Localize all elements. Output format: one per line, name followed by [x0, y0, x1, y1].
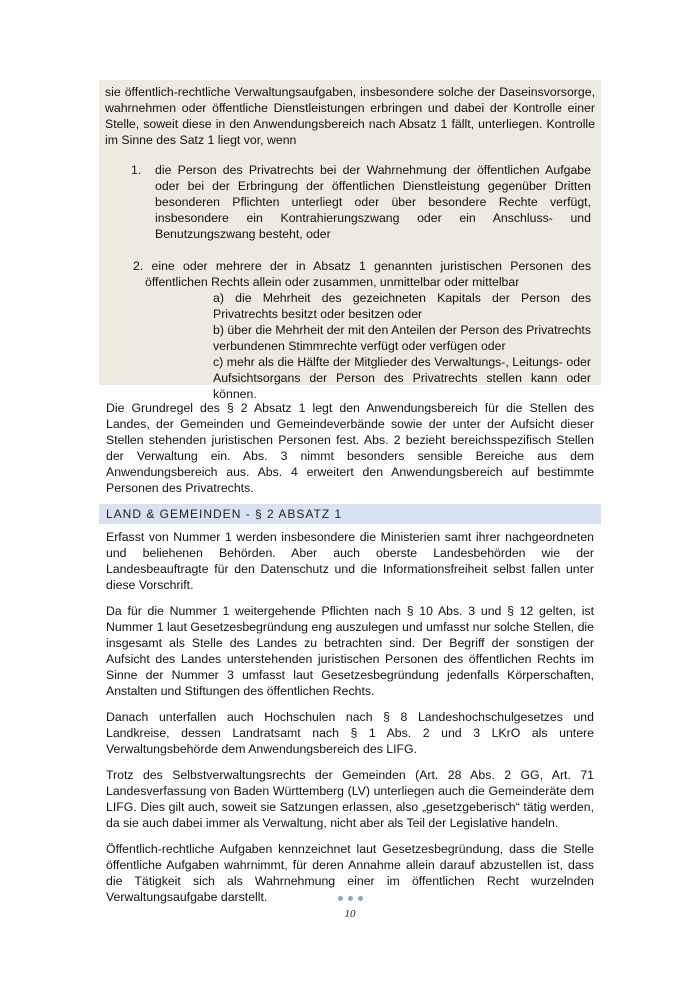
- list-item-text: 2. eine oder mehrere der in Absatz 1 genannten juristischen Personen des öffentlichen Rechts allein oder zusammen, unmittelbar oder mittelbar: [133, 259, 591, 289]
- paragraph: Da für die Nummer 1 weitergehende Pflichten nach § 10 Abs. 3 und § 12 gelten, ist Nummer 1 laut Gesetzesbegründung eng auszulegen und umfasst nur solche Stellen, die insgesamt als Stelle des Landes zu betrachten sind. Der Begriff der sonstigen der Aufsicht des Landes unterstehenden juristischen Personen des öffentlichen Rechts im Sinne der Nummer 3 umfasst laut Gesetzesbegründung jedenfalls Körperschaften, Anstalten und Stiftungen des öffentlichen Rechts.: [106, 604, 594, 698]
- intro-paragraph: Die Grundregel des § 2 Absatz 1 legt den Anwendungsbereich für die Stellen des Landes, der Gemeinden und Gemeindeverbände sowie der unter der Aufsicht dieser Stellen stehenden juristischen Personen fest. Abs. 2 bezieht bereichsspezifisch Stellen der Verwaltung ein. Abs. 3 nimmt besonders sensible Bereiche aus dem Anwendungsbereich aus. Abs. 4 erweitert den Anwendungsbereich auf bestimmte Personen des Privatrechts.: [106, 401, 594, 495]
- page-number: 10: [344, 908, 356, 920]
- sub-item-a: a) die Mehrheit des gezeichneten Kapitals der Person des Privatrechts besitzt oder besitzen oder: [213, 291, 591, 321]
- sub-list: [213, 290, 595, 402]
- quoted-law-box: [99, 80, 601, 401]
- section-heading: LAND & GEMEINDEN - § 2 ABSATZ 1: [99, 504, 601, 524]
- quote-list-item-1: [105, 162, 595, 242]
- sub-item-c: c) mehr als die Hälfte der Mitglieder des Verwaltungs-, Leitungs- oder Aufsichtsorgans der Person des Privatrechts stellen kann oder können.: [213, 355, 591, 401]
- list-number: 1.: [131, 163, 142, 177]
- footer-dots-icon: [338, 896, 363, 901]
- sub-item-b: b) über die Mehrheit der mit den Anteilen der Person des Privatrechts verbundenen Stimmrechte verfügt oder verfügen oder: [213, 323, 591, 353]
- paragraph: Erfasst von Nummer 1 werden insbesondere die Ministerien samt ihrer nachgeordneten und beliehenen Behörden. Aber auch oberste Landesbehörden wie der Landesbeauftragte für den Datenschutz und die Informationsfreiheit selbst fallen unter diese Vorschrift.: [106, 530, 594, 592]
- intro-section: [106, 400, 594, 506]
- list-item-text: die Person des Privatrechts bei der Wahrnehmung der öffentlichen Aufgabe oder bei der Erbringung der öffentlichen Dienstleistung gegenüber Dritten besonderen Pflichten unterliegt oder über besondere Rechte verfügt, insbesondere ein Kontrahierungszwang oder ein Anschluss- und Benutzungszwang besteht, oder: [155, 163, 591, 241]
- paragraph: Trotz des Selbstverwaltungsrechts der Gemeinden (Art. 28 Abs. 2 GG, Art. 71 Landesverfassung von Baden Württemberg (LV) unterliegen auch die Gemeinderäte dem LIFG. Dies gilt auch, soweit sie Satzungen erlassen, also „gesetzgeberisch“ tätig werden, da sie auch dabei immer als Verwaltung, nicht aber als Teil der Legislative handeln.: [106, 768, 594, 830]
- quote-lead-text: sie öffentlich-rechtliche Verwaltungsaufgaben, insbesondere solche der Daseinsvorsorge, wahrnehmen oder öffentliche Dienstleistungen erbringen und dabei der Kontrolle einer Stelle, soweit diese in den Anwendungsbereich nach Absatz 1 fällt, unterliegen. Kontrolle im Sinne des Satz 1 liegt vor, wenn: [105, 85, 595, 147]
- section-body: [106, 529, 594, 915]
- quote-list-item-2: [133, 258, 595, 402]
- paragraph: Danach unterfallen auch Hochschulen nach § 8 Landeshochschulgesetzes und Landkreise, dessen Landratsamt nach § 1 Abs. 2 und 3 LKrO als untere Verwaltungsbehörde dem Anwendungsbereich des LIFG.: [106, 710, 594, 756]
- paragraph: Öffentlich-rechtliche Aufgaben kennzeichnet laut Gesetzesbegründung, dass die Stelle öffentliche Aufgaben wahrnimmt, für deren Annahme allein darauf abzustellen ist, dass die Tätigkeit sich als Wahrnehmung einer im öffentlichen Recht wurzelnden Verwaltungsaufgabe darstellt.: [106, 842, 594, 904]
- page-footer: [0, 888, 700, 920]
